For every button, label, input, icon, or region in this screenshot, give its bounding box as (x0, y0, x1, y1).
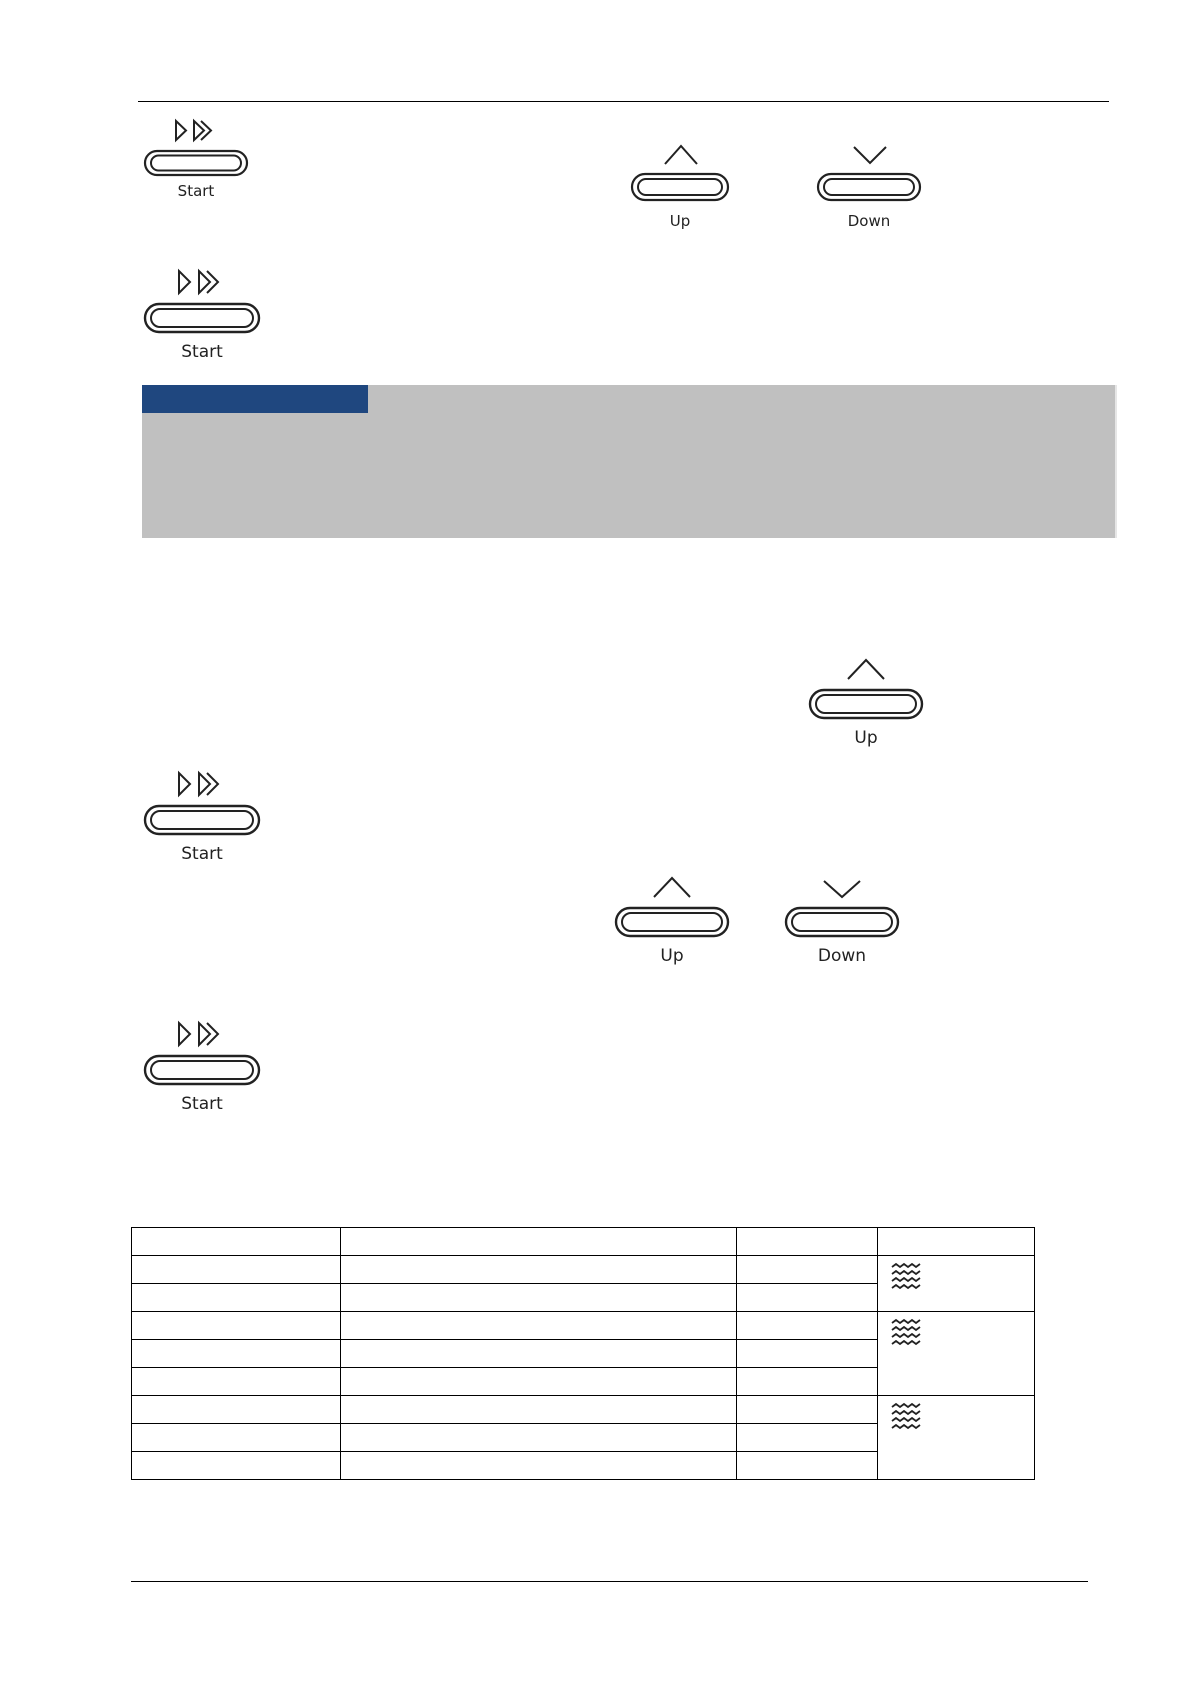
play-fast-forward-icon (143, 770, 261, 836)
table-cell (341, 1284, 737, 1312)
note-header-tab (142, 385, 368, 413)
start-button[interactable] (143, 1020, 261, 1116)
table-cell (737, 1340, 878, 1368)
wave-heat-icon (890, 1402, 1034, 1430)
down-button[interactable] (816, 140, 922, 230)
up-button[interactable] (614, 872, 730, 968)
wave-heat-icon (890, 1262, 1034, 1290)
down-label: Down (847, 212, 891, 230)
table-cell (132, 1424, 341, 1452)
table-cell (737, 1452, 878, 1480)
down-label: Down (817, 946, 867, 966)
table-cell (132, 1256, 341, 1284)
table-row (132, 1312, 1035, 1340)
up-label: Up (854, 728, 878, 748)
start-label: Start (181, 1094, 223, 1114)
chevron-down-icon (784, 872, 900, 940)
start-label: Start (177, 182, 215, 200)
table-cell (341, 1452, 737, 1480)
table-cell (132, 1368, 341, 1396)
table-cell (737, 1396, 878, 1424)
up-label: Up (669, 212, 691, 230)
play-fast-forward-icon (143, 268, 261, 334)
header-rule (138, 101, 1109, 102)
table-cell (341, 1312, 737, 1340)
table-cell (341, 1396, 737, 1424)
table-icon-cell (878, 1312, 1035, 1396)
up-label: Up (660, 946, 684, 966)
table-cell (132, 1228, 341, 1256)
start-button[interactable] (143, 118, 249, 204)
table-cell (132, 1284, 341, 1312)
table-icon-cell (878, 1396, 1035, 1480)
down-button[interactable] (784, 872, 900, 968)
up-button[interactable] (808, 654, 924, 750)
table-cell (737, 1284, 878, 1312)
table-cell (341, 1228, 737, 1256)
table-cell (737, 1256, 878, 1284)
up-button[interactable] (630, 140, 730, 230)
table-cell (737, 1312, 878, 1340)
table-icon-cell (878, 1256, 1035, 1312)
start-button[interactable] (143, 268, 261, 364)
table-cell (341, 1368, 737, 1396)
chevron-up-icon (630, 140, 730, 204)
table-cell (737, 1368, 878, 1396)
start-button[interactable] (143, 770, 261, 866)
table-cell (341, 1424, 737, 1452)
chevron-down-icon (816, 140, 922, 204)
table-header-row (132, 1228, 1035, 1256)
table-row (132, 1256, 1035, 1284)
start-label: Start (181, 342, 223, 362)
note-box (142, 385, 1117, 538)
play-fast-forward-icon (143, 1020, 261, 1086)
table-cell (878, 1228, 1035, 1256)
table-row (132, 1396, 1035, 1424)
table-cell (737, 1424, 878, 1452)
footer-rule (131, 1581, 1088, 1582)
table-cell (737, 1228, 878, 1256)
program-table (131, 1227, 1035, 1480)
table-cell (132, 1396, 341, 1424)
table-cell (132, 1312, 341, 1340)
table-cell (341, 1256, 737, 1284)
chevron-up-icon (808, 654, 924, 722)
table-cell (132, 1452, 341, 1480)
table-cell (132, 1340, 341, 1368)
start-label: Start (181, 844, 223, 864)
chevron-up-icon (614, 872, 730, 940)
table-cell (341, 1340, 737, 1368)
wave-heat-icon (890, 1318, 1034, 1346)
note-box-edge (1115, 385, 1117, 538)
play-fast-forward-icon (143, 118, 249, 178)
